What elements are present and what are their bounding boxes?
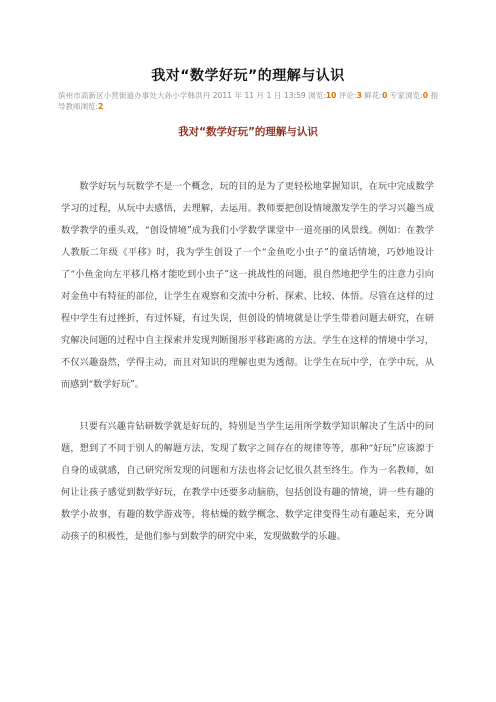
comments-count: 3 [356,91,362,100]
article-subtitle: 我对“数学好玩”的理解与认识 [178,126,318,138]
mentor-views-count: 2 [98,102,104,111]
comments-label: 评论: [336,91,357,100]
views-count: 10 [325,91,337,100]
flowers-count: 0 [382,91,388,100]
expert-views-label: 专家浏览: [387,91,423,100]
meta-author-date: 滨州市高新区小营街道办事处大孙小学韩洪丹 2011 年 11 月 1 日 13:59 浏览: [58,91,326,100]
body-paragraph: 只要有兴趣肯钻研数学就是好玩的，特别是当学生运用所学数学知识解决了生活中的问题，想到了不同于别人的解题方法，发现了数字之间存在的规律等等，那种“好玩”应该源于自身的成就感，自己研究所发现的问题和方法也将会记忆很久甚至终生。作为一名教师，如何让让孩子感觉到数学好玩，在教学中还要多动脑筋，包括创设有趣的情境，讲一些有趣的数学小故事，有趣的数学游戏等，将枯燥的数学概念、数学定律变得生动有趣起来，充分调动孩子的积极性，是他们参与到数学的研究中来，发现做数学的乐趣。 [61,421,434,542]
body-paragraph: 数学好玩与玩数学不是一个概念，玩的目的是为了更轻松地掌握知识，在玩中完成数学学习的过程，从玩中去感悟，去理解，去运用。教师要把创设情境激发学生的学习兴趣当成数学教学的重头戏，“创设情境”成为我们小学数学课堂中一道亮丽的风景线。例如：在教学人教版二年级《平移》时，我为学生创设了一个“金鱼吃小虫子”的童话情境，巧妙地设计了“小鱼金向左平移几格才能吃到小虫子”这一挑战性的问题，很自然地把学生的注意力引向对金鱼中有特征的部位，让学生在观察和交流中分析、探索、比较、体悟。尽管在这样的过程中学生有过挫折，有过怀疑，有过失误，但创设的情境就是让学生带着问题去研究，在研究解决问题的过程中自主探索并发现判断图形平移距离的方法。学生在这样的情境中学习，不仅兴趣盎然，学得主动，而且对知识的理解也更为透彻。让学生在玩中学，在学中玩，从而感到“数学好玩”。 [61,181,434,390]
flowers-label: 鲜花: [361,91,383,100]
page-title: 我对“数学好玩”的理解与认识 [151,68,345,84]
expert-views-count: 0 [422,91,428,100]
mentor-views-label: 指导教师浏览: [58,91,438,111]
article-body [61,176,434,568]
article-meta [58,90,438,112]
